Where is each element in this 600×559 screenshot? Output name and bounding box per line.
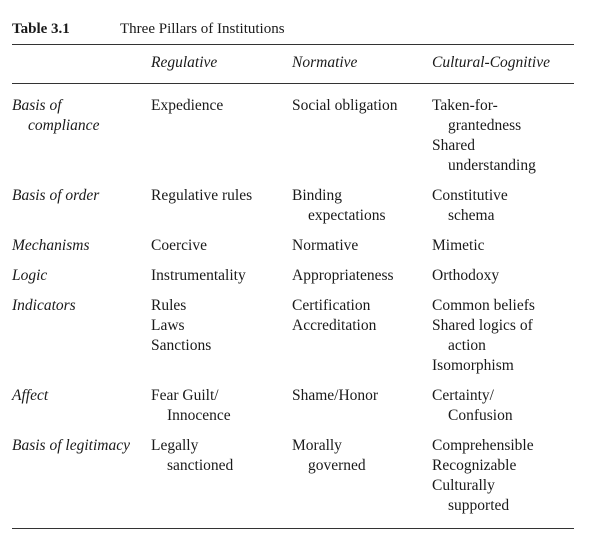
cell-cultural-cognitive xyxy=(432,84,574,186)
header-row xyxy=(12,45,574,83)
cell-normative xyxy=(292,186,432,236)
cell-line: Shared logics of xyxy=(432,317,533,334)
row-label-line: Basis of legitimacy xyxy=(12,437,130,454)
cell-line: Shared xyxy=(432,137,476,154)
cell-line: Rules xyxy=(151,297,187,314)
cell-line: Legally xyxy=(151,437,199,454)
pillars-table-body xyxy=(12,84,574,528)
cell-regulative xyxy=(151,266,292,296)
cell-line: Binding xyxy=(292,187,342,204)
table-row xyxy=(12,236,574,266)
cell-line: sanctioned xyxy=(167,457,234,474)
header-blank xyxy=(12,45,151,83)
cell-normative xyxy=(292,386,432,436)
cell-line: Certification xyxy=(292,297,371,314)
cell-cultural-cognitive xyxy=(432,266,574,296)
cell-line: Culturally xyxy=(432,477,495,494)
cell-line: Social obligation xyxy=(292,97,398,114)
cell-line: Shame/Honor xyxy=(292,387,379,404)
cell-cultural-cognitive xyxy=(432,386,574,436)
cell-cultural-cognitive xyxy=(432,436,574,528)
cell-line: Accreditation xyxy=(292,317,377,334)
cell-normative xyxy=(292,266,432,296)
cell-line: understanding xyxy=(448,157,536,174)
table-row xyxy=(12,436,574,528)
cell-regulative xyxy=(151,186,292,236)
cell-line: supported xyxy=(448,497,510,514)
cell-regulative xyxy=(151,436,292,528)
cell-line: Coercive xyxy=(151,237,207,254)
cell-regulative xyxy=(151,386,292,436)
cell-line: expectations xyxy=(308,207,386,224)
cell-line: Morally xyxy=(292,437,342,454)
cell-line: Certainty/ xyxy=(432,387,494,404)
row-label xyxy=(12,84,151,186)
pillars-table xyxy=(12,45,574,83)
cell-line: Laws xyxy=(151,317,185,334)
row-label-line: Mechanisms xyxy=(12,237,90,254)
table-row xyxy=(12,266,574,296)
cell-line: Sanctions xyxy=(151,337,212,354)
header-regulative: Regulative xyxy=(151,54,218,71)
cell-line: Mimetic xyxy=(432,237,485,254)
cell-line: Comprehensible xyxy=(432,437,534,454)
row-label-line: Basis of order xyxy=(12,187,100,204)
cell-normative xyxy=(292,296,432,386)
table-caption xyxy=(12,14,574,44)
cell-line: Appropriateness xyxy=(292,267,394,284)
cell-line: Taken-for- xyxy=(432,97,498,114)
cell-line: grantedness xyxy=(448,117,522,134)
cell-line: governed xyxy=(308,457,366,474)
cell-line: Recognizable xyxy=(432,457,517,474)
row-label-line: compliance xyxy=(28,117,100,134)
row-label-line: Indicators xyxy=(12,297,76,314)
bottom-rule xyxy=(12,528,574,529)
row-label-line: Affect xyxy=(12,387,49,404)
row-label xyxy=(12,266,151,296)
row-label-line: Basis of xyxy=(12,97,62,114)
header-normative: Normative xyxy=(292,54,358,71)
cell-line: Constitutive xyxy=(432,187,508,204)
table-row xyxy=(12,84,574,186)
header-cultural-cognitive: Cultural-Cognitive xyxy=(432,54,550,71)
cell-cultural-cognitive xyxy=(432,296,574,386)
row-label-line: Logic xyxy=(12,267,48,284)
cell-normative xyxy=(292,84,432,186)
cell-regulative xyxy=(151,296,292,386)
cell-cultural-cognitive xyxy=(432,236,574,266)
cell-line: Fear Guilt/ xyxy=(151,387,219,404)
cell-line: Confusion xyxy=(448,407,513,424)
row-label xyxy=(12,296,151,386)
cell-line: Regulative rules xyxy=(151,187,253,204)
row-label xyxy=(12,386,151,436)
table-title: Three Pillars of Institutions xyxy=(120,21,285,37)
table-row xyxy=(12,186,574,236)
cell-normative xyxy=(292,436,432,528)
cell-line: Isomorphism xyxy=(432,357,514,374)
row-label xyxy=(12,186,151,236)
table-number: Table 3.1 xyxy=(12,21,70,37)
cell-regulative xyxy=(151,236,292,266)
row-label xyxy=(12,436,151,528)
cell-line: schema xyxy=(448,207,495,224)
row-label xyxy=(12,236,151,266)
cell-line: Instrumentality xyxy=(151,267,246,284)
cell-line: Expedience xyxy=(151,97,224,114)
cell-cultural-cognitive xyxy=(432,186,574,236)
table-row xyxy=(12,296,574,386)
cell-line: action xyxy=(448,337,486,354)
cell-regulative xyxy=(151,84,292,186)
cell-line: Normative xyxy=(292,237,359,254)
cell-line: Innocence xyxy=(167,407,231,424)
cell-line: Common beliefs xyxy=(432,297,535,314)
table-row xyxy=(12,386,574,436)
cell-normative xyxy=(292,236,432,266)
document-page xyxy=(12,14,574,529)
cell-line: Orthodoxy xyxy=(432,267,500,284)
